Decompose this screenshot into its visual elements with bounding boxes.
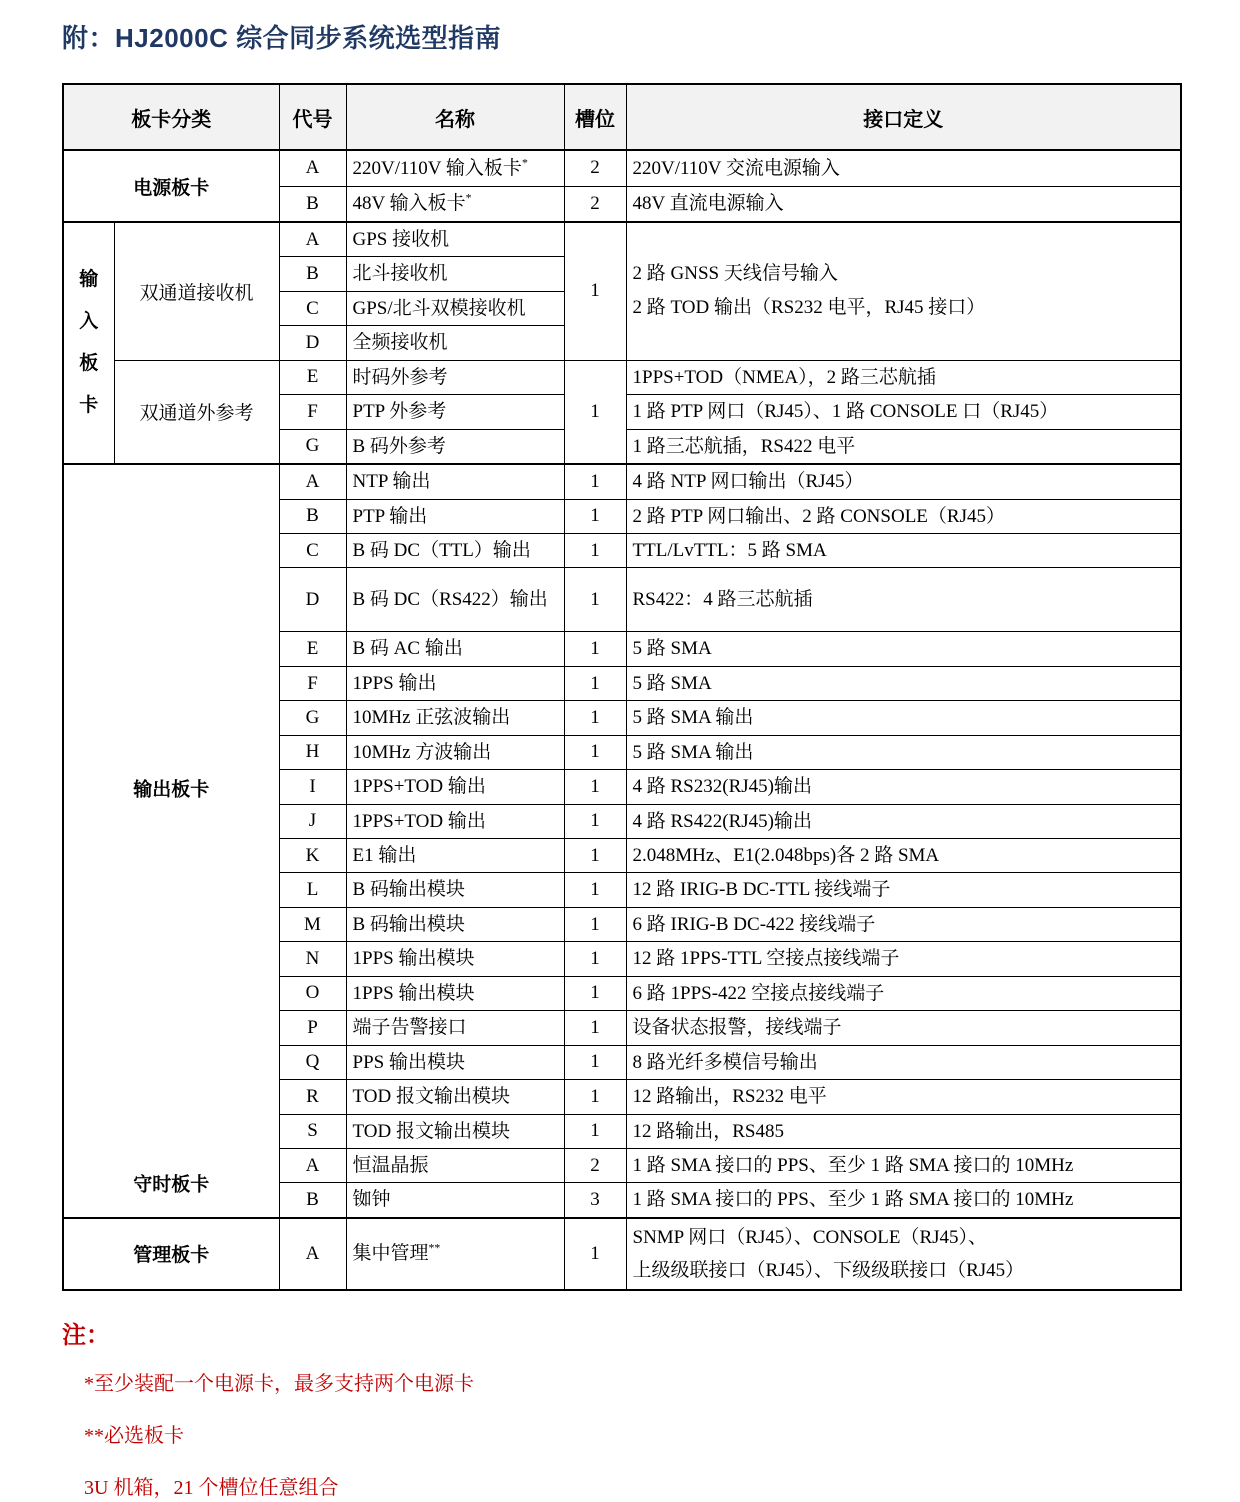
interface-line: 2 路 GNSS 天线信号输入 [632, 263, 838, 285]
cell-slot: 1 [564, 1114, 626, 1148]
cell-name: B 码外参考 [346, 429, 564, 464]
board-name: 48V 输入板卡 [352, 193, 466, 215]
cell-slot: 1 [564, 873, 626, 907]
cell-code: B [279, 1183, 346, 1218]
cell-name: GPS/北斗双模接收机 [346, 291, 564, 325]
cell-slot: 1 [564, 499, 626, 533]
cell-code: G [279, 429, 346, 464]
cell-interface: 1 路 SMA 接口的 PPS、至少 1 路 SMA 接口的 10MHz [626, 1183, 1181, 1218]
cell-slot: 1 [564, 1045, 626, 1079]
cell-slot: 1 [564, 804, 626, 838]
cell-interface: 1PPS+TOD（NMEA），2 路三芯航插 [626, 360, 1181, 394]
cell-interface: 5 路 SMA 输出 [626, 701, 1181, 735]
cell-code: S [279, 1114, 346, 1148]
cell-slot: 1 [564, 1080, 626, 1114]
cell-slot: 1 [564, 942, 626, 976]
category-management-label: 管理板卡 [63, 1218, 279, 1290]
cell-interface: 1 路 SMA 接口的 PPS、至少 1 路 SMA 接口的 10MHz [626, 1148, 1181, 1182]
cell-code: A [279, 150, 346, 186]
cell-name: 1PPS+TOD 输出 [346, 770, 564, 804]
cell-slot: 1 [564, 1218, 626, 1290]
cell-name: 1PPS+TOD 输出 [346, 804, 564, 838]
cell-interface: 12 路输出，RS232 电平 [626, 1080, 1181, 1114]
cell-slot: 1 [564, 464, 626, 499]
board-name: 集中管理 [352, 1243, 429, 1265]
cell-slot: 1 [564, 666, 626, 700]
cell-code: M [279, 907, 346, 941]
cell-interface: 5 路 SMA [626, 666, 1181, 700]
header-slot: 槽位 [564, 84, 626, 150]
category-output-label: 输出板卡 [133, 779, 210, 801]
cell-name: 铷钟 [346, 1183, 564, 1218]
cell-code: D [279, 568, 346, 632]
cell-code: N [279, 942, 346, 976]
notes-section [62, 1315, 1182, 1502]
cell-code: O [279, 976, 346, 1010]
cell-code: F [279, 395, 346, 429]
cell-name: 10MHz 方波输出 [346, 735, 564, 769]
category-power-label: 电源板卡 [63, 150, 279, 222]
cell-interface: RS422：4 路三芯航插 [626, 568, 1181, 632]
cell-name: B 码输出模块 [346, 873, 564, 907]
cell-interface: 4 路 NTP 网口输出（RJ45） [626, 464, 1181, 499]
cell-code: G [279, 701, 346, 735]
cell-name: PPS 输出模块 [346, 1045, 564, 1079]
cell-name: 1PPS 输出模块 [346, 942, 564, 976]
cell-code: Q [279, 1045, 346, 1079]
cell-code: I [279, 770, 346, 804]
cell-code: B [279, 499, 346, 533]
cell-slot: 2 [564, 1148, 626, 1182]
header-interface: 接口定义 [626, 84, 1181, 150]
note-item: 3U 机箱，21 个槽位任意组合 [84, 1476, 339, 1499]
cell-code: B [279, 257, 346, 291]
cell-interface: 2.048MHz、E1(2.048bps)各 2 路 SMA [626, 839, 1181, 873]
cell-code: A [279, 1218, 346, 1290]
cell-slot: 1 [564, 360, 626, 464]
cell-interface [626, 1218, 1181, 1290]
category-input-cell [63, 222, 114, 464]
board-name: 220V/110V 输入板卡 [352, 157, 522, 179]
table-row [63, 222, 1181, 257]
cell-interface: 12 路输出，RS485 [626, 1114, 1181, 1148]
cell-slot: 1 [564, 632, 626, 666]
table-row [63, 150, 1181, 186]
cell-code: K [279, 839, 346, 873]
interface-line: 2 路 TOD 输出（RS232 电平，RJ45 接口） [632, 297, 986, 319]
cell-interface: 设备状态报警，接线端子 [626, 1011, 1181, 1045]
cell-name: 北斗接收机 [346, 257, 564, 291]
table-row [63, 464, 1181, 499]
cell-interface: 1 路三芯航插，RS422 电平 [626, 429, 1181, 464]
cell-interface: 5 路 SMA 输出 [626, 735, 1181, 769]
cell-name: E1 输出 [346, 839, 564, 873]
subcategory-receiver-label: 双通道接收机 [114, 222, 279, 360]
cell-slot: 2 [564, 186, 626, 222]
cell-name [346, 1218, 564, 1290]
category-output-timekeeping-cell [63, 464, 279, 1218]
cell-slot: 1 [564, 701, 626, 735]
cell-name: TOD 报文输出模块 [346, 1114, 564, 1148]
footnote-marker: * [521, 156, 528, 170]
cell-slot: 1 [564, 222, 626, 360]
cell-name: B 码输出模块 [346, 907, 564, 941]
cell-interface [626, 222, 1181, 360]
header-category: 板卡分类 [63, 84, 279, 150]
cell-slot: 1 [564, 735, 626, 769]
cell-name: PTP 输出 [346, 499, 564, 533]
category-timekeeping-label: 守时板卡 [133, 1174, 210, 1196]
category-input-label: 输入板卡 [79, 269, 99, 417]
cell-name: B 码 AC 输出 [346, 632, 564, 666]
table-header-row [63, 84, 1181, 150]
cell-name: NTP 输出 [346, 464, 564, 499]
header-name: 名称 [346, 84, 564, 150]
cell-name: 时码外参考 [346, 360, 564, 394]
cell-interface: 6 路 1PPS-422 空接点接线端子 [626, 976, 1181, 1010]
table-row [63, 360, 1181, 394]
note-item: *至少装配一个电源卡，最多支持两个电源卡 [84, 1372, 474, 1395]
cell-code: L [279, 873, 346, 907]
cell-code: H [279, 735, 346, 769]
cell-name [346, 150, 564, 186]
cell-name: TOD 报文输出模块 [346, 1080, 564, 1114]
cell-code: A [279, 222, 346, 257]
cell-name: 1PPS 输出 [346, 666, 564, 700]
cell-code: C [279, 533, 346, 567]
cell-code: A [279, 1148, 346, 1182]
selection-guide-table [62, 83, 1182, 1291]
cell-slot: 1 [564, 907, 626, 941]
cell-interface: 4 路 RS422(RJ45)输出 [626, 804, 1181, 838]
cell-name: GPS 接收机 [346, 222, 564, 257]
cell-code: C [279, 291, 346, 325]
cell-slot: 1 [564, 770, 626, 804]
cell-name: B 码 DC（RS422）输出 [346, 568, 564, 632]
header-code: 代号 [279, 84, 346, 150]
cell-code: A [279, 464, 346, 499]
cell-code: R [279, 1080, 346, 1114]
cell-code: E [279, 632, 346, 666]
cell-code: P [279, 1011, 346, 1045]
cell-interface: 220V/110V 交流电源输入 [626, 150, 1181, 186]
cell-slot: 1 [564, 839, 626, 873]
cell-name: 全频接收机 [346, 326, 564, 360]
cell-name: PTP 外参考 [346, 395, 564, 429]
notes-label: 注： [62, 1321, 110, 1349]
cell-interface: 12 路 1PPS-TTL 空接点接线端子 [626, 942, 1181, 976]
cell-slot: 1 [564, 568, 626, 632]
cell-slot: 1 [564, 533, 626, 567]
interface-lines [633, 1221, 1175, 1287]
cell-interface: 48V 直流电源输入 [626, 186, 1181, 222]
cell-slot: 1 [564, 976, 626, 1010]
cell-code: F [279, 666, 346, 700]
cell-interface: 6 路 IRIG-B DC-422 接线端子 [626, 907, 1181, 941]
interface-line: SNMP 网口（RJ45）、CONSOLE（RJ45）、 [632, 1226, 988, 1248]
cell-name: 1PPS 输出模块 [346, 976, 564, 1010]
interface-line: 上级级联接口（RJ45）、下级级联接口（RJ45） [632, 1259, 1025, 1281]
cell-interface: 5 路 SMA [626, 632, 1181, 666]
cell-code: J [279, 804, 346, 838]
cell-interface: 2 路 PTP 网口输出、2 路 CONSOLE（RJ45） [626, 499, 1181, 533]
note-item: **必选板卡 [84, 1424, 184, 1447]
cell-slot: 1 [564, 1011, 626, 1045]
cell-code: E [279, 360, 346, 394]
interface-lines [633, 257, 1175, 325]
cell-code: D [279, 326, 346, 360]
subcategory-extref-label: 双通道外参考 [114, 360, 279, 464]
cell-name [346, 186, 564, 222]
cell-name: 恒温晶振 [346, 1148, 564, 1182]
table-row [63, 1218, 1181, 1290]
cell-slot: 2 [564, 150, 626, 186]
cell-interface: 12 路 IRIG-B DC-TTL 接线端子 [626, 873, 1181, 907]
cell-interface: TTL/LvTTL：5 路 SMA [626, 533, 1181, 567]
cell-name: 端子告警接口 [346, 1011, 564, 1045]
footnote-marker: ** [428, 1241, 441, 1255]
footnote-marker: * [465, 191, 472, 205]
cell-slot: 3 [564, 1183, 626, 1218]
cell-interface: 1 路 PTP 网口（RJ45）、1 路 CONSOLE 口（RJ45） [626, 395, 1181, 429]
page-title: 附：HJ2000C 综合同步系统选型指南 [62, 23, 502, 53]
cell-interface: 4 路 RS232(RJ45)输出 [626, 770, 1181, 804]
cell-name: B 码 DC（TTL）输出 [346, 533, 564, 567]
cell-interface: 8 路光纤多模信号输出 [626, 1045, 1181, 1079]
cell-code: B [279, 186, 346, 222]
cell-name: 10MHz 正弦波输出 [346, 701, 564, 735]
